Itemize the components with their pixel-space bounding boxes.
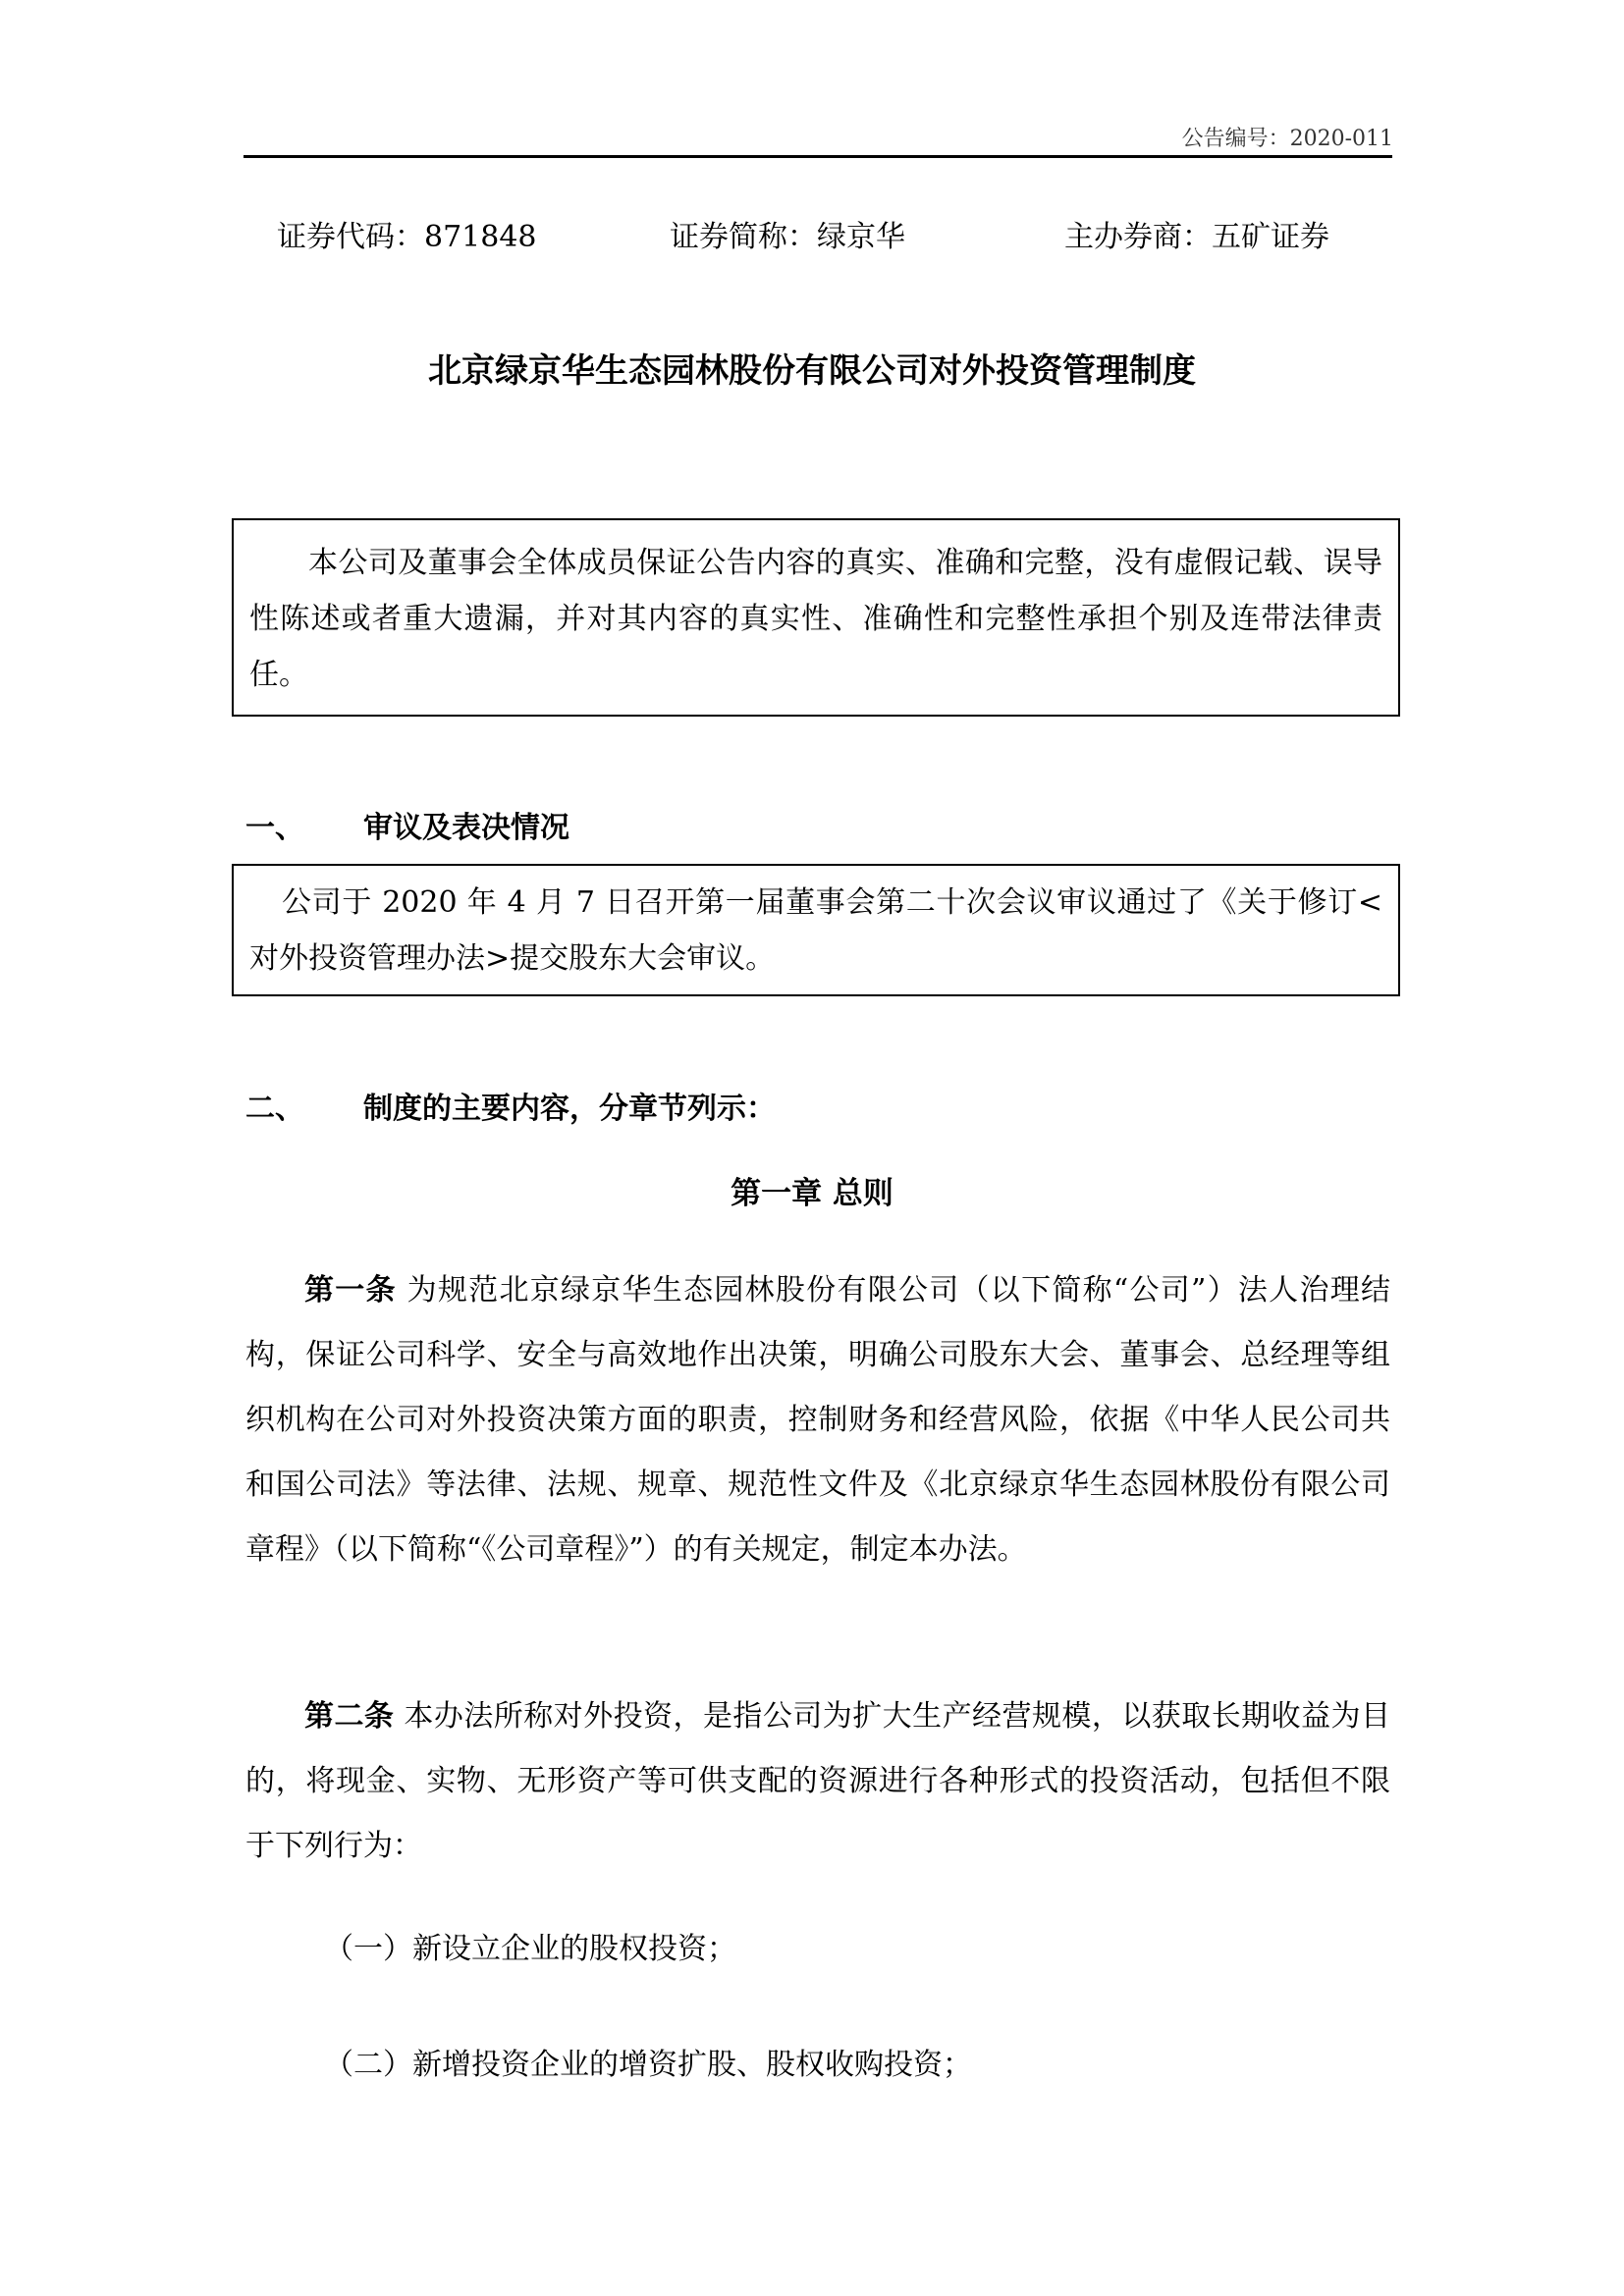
header-rule (244, 155, 1392, 158)
section-2-number: 二、 (245, 1092, 304, 1126)
sponsor-broker: 主办券商：五矿证券 (1064, 220, 1329, 254)
article-2-label: 第二条 (304, 1699, 395, 1734)
section-1-number: 一、 (245, 811, 304, 845)
section-1-title: 审议及表决情况 (363, 811, 569, 845)
chapter-1-title: 第一章 总则 (731, 1176, 893, 1211)
article-1-text: 为规范北京绿京华生态园林股份有限公司（以下简称“公司”）法人治理结构，保证公司科学、安全与高效地作出决策，明确公司股东大会、董事会、总经理等组织机构在公司对外投资决策方面的职责，控制财务和经营风险，依据《中华人民公司共和国公司法》等法律、法规、规章、规范性文件及《北京绿京华生态园林股份有限公司章程》（以下简称“《公司章程》”）的有关规定，制定本办法。 (245, 1273, 1390, 1567)
article-1 (245, 1258, 1390, 1582)
review-text: 公司于 2020 年 4 月 7 日召开第一届董事会第二十次会议审议通过了《关于修订<对外投资管理办法>提交股东大会审议。 (249, 885, 1382, 976)
review-box (232, 864, 1400, 996)
security-code: 证券代码：871848 (277, 220, 537, 254)
announcement-number: 公告编号：2020-011 (1181, 127, 1393, 151)
list-item: （二）新增投资企业的增资扩股、股权收购投资； (324, 2048, 972, 2082)
security-abbreviation: 证券简称：绿京华 (670, 220, 905, 254)
disclaimer-text: 本公司及董事会全体成员保证公告内容的真实、准确和完整，没有虚假记载、误导性陈述或者重大遗漏，并对其内容的真实性、准确性和完整性承担个别及连带法律责任。 (249, 546, 1382, 692)
section-2-title: 制度的主要内容，分章节列示： (363, 1092, 776, 1126)
section-1-heading (245, 803, 569, 846)
article-2-text: 本办法所称对外投资，是指公司为扩大生产经营规模，以获取长期收益为目的，将现金、实物、无形资产等可供支配的资源进行各种形式的投资活动，包括但不限于下列行为： (245, 1699, 1390, 1863)
article-2 (245, 1684, 1390, 1879)
disclaimer-box (232, 518, 1400, 717)
list-item: （一）新设立企业的股权投资； (324, 1932, 736, 1966)
section-2-heading (245, 1084, 776, 1127)
document-title: 北京绿京华生态园林股份有限公司对外投资管理制度 (428, 351, 1196, 391)
article-1-label: 第一条 (304, 1273, 397, 1308)
